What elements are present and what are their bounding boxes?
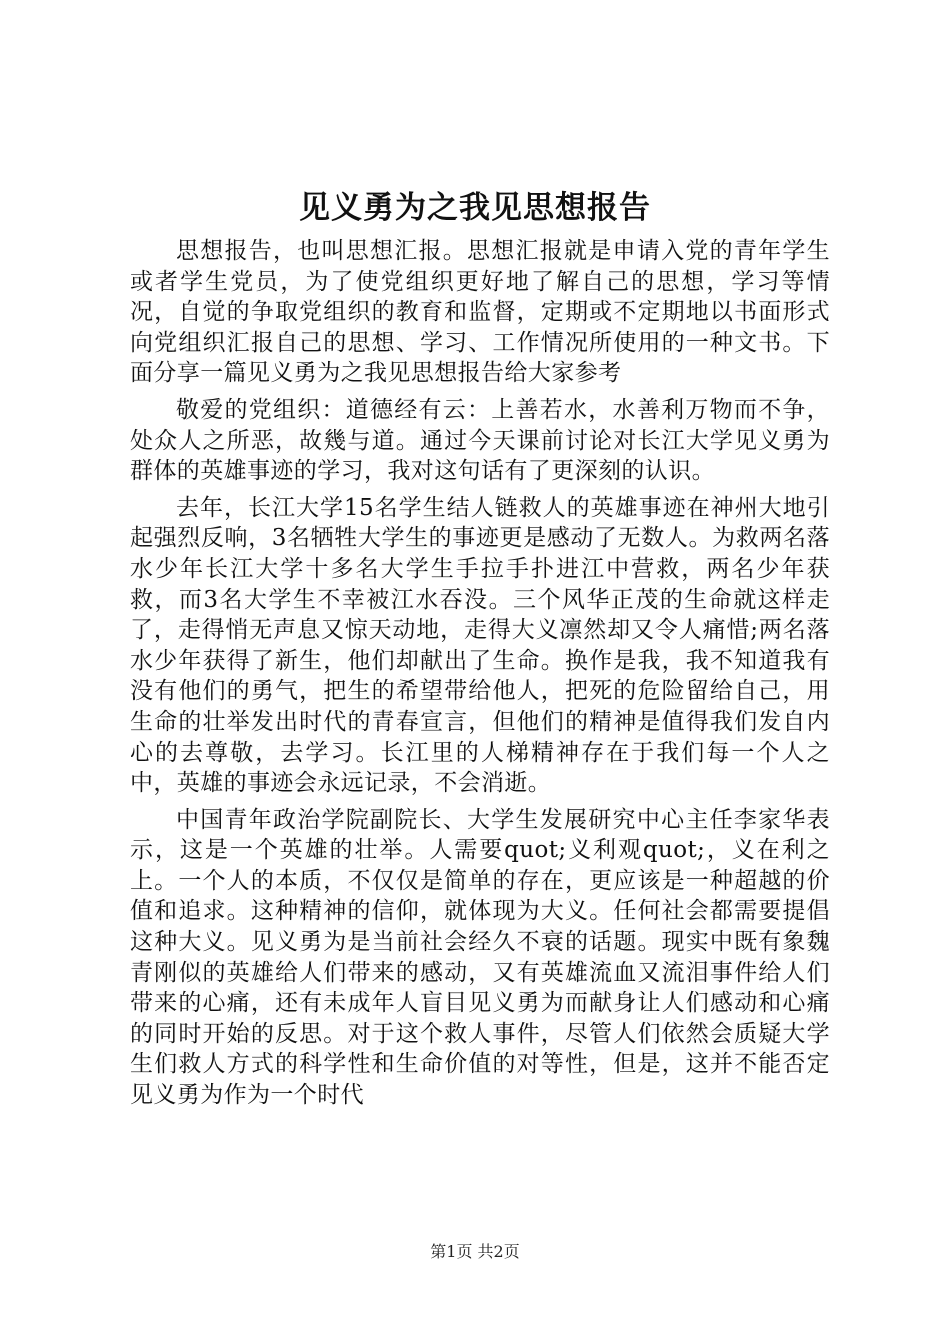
document-body [130,236,830,1117]
paragraph-salutation: 敬爱的党组织：道德经有云：上善若水，水善利万物而不争，处众人之所恶，故幾与道。通过今天课前讨论对长江大学见义勇为群体的英雄事迹的学习，我对这句话有了更深刻的认识。 [130,396,830,485]
paragraph-commentary: 中国青年政治学院副院长、大学生发展研究中心主任李家华表示，这是一个英雄的壮举。人需要quot;义利观quot;，义在利之上。一个人的本质，不仅仅是简单的存在，更应该是一种超越的价值和追求。这种精神的信仰，就体现为大义。任何社会都需要提倡这种大义。见义勇为是当前社会经久不衰的话题。现实中既有象魏青刚似的英雄给人们带来的感动，又有英雄流血又流泪事件给人们带来的心痛，还有未成年人盲目见义勇为而献身让人们感动和心痛的同时开始的反思。对于这个救人事件，尽管人们依然会质疑大学生们救人方式的科学性和生命价值的对等性，但是，这并不能否定见义勇为作为一个时代 [130,806,830,1109]
page-number-footer: 第1页 共2页 [430,1242,520,1261]
paragraph-story: 去年，长江大学15名学生结人链救人的英雄事迹在神州大地引起强烈反响，3名牺牲大学生的事迹更是感动了无数人。为救两名落水少年长江大学十多名大学生手拉手扑进江中营救，两名少年获救，而3名大学生不幸被江水吞没。三个风华正茂的生命就这样走了，走得悄无声息又惊天动地，走得大义凛然却又令人痛惜;两名落水少年获得了新生，他们却献出了生命。换作是我，我不知道我有没有他们的勇气，把生的希望带给他人，把死的危险留给自己，用生命的壮举发出时代的青春宣言，但他们的精神是值得我们发自内心的去尊敬，去学习。长江里的人梯精神存在于我们每一个人之中，英雄的事迹会永远记录，不会消逝。 [130,494,830,797]
document-title: 见义勇为之我见思想报告 [299,190,651,226]
paragraph-intro: 思想报告，也叫思想汇报。思想汇报就是申请入党的青年学生或者学生党员，为了使党组织更好地了解自己的思想，学习等情况，自觉的争取党组织的教育和监督，定期或不定期地以书面形式向党组织汇报自己的思想、学习、工作情况所使用的一种文书。下面分享一篇见义勇为之我见思想报告给大家参考 [130,238,830,387]
